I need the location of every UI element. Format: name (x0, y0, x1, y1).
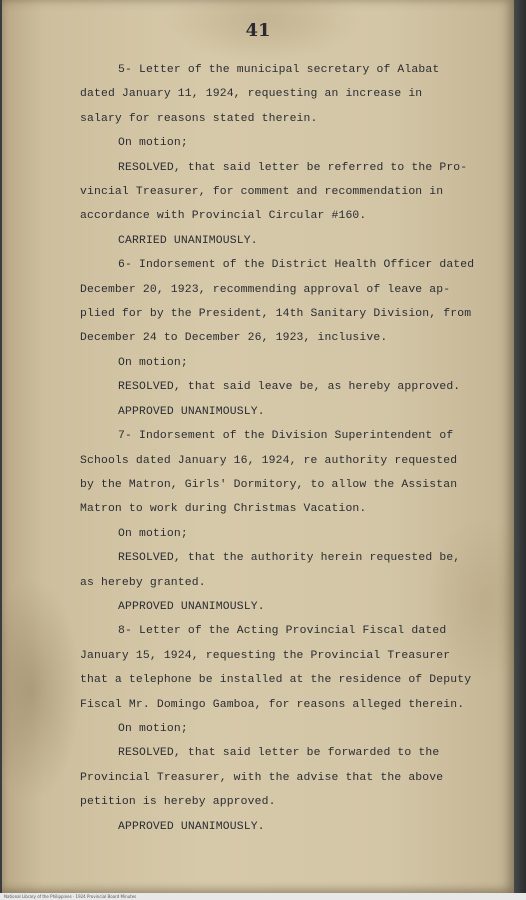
text-line: 8- Letter of the Acting Provincial Fiscal dated (118, 625, 447, 638)
text-line: 6- Indorsement of the District Health Officer dated (118, 259, 475, 272)
text-line: Provincial Treasurer, with the advise that the above (80, 771, 444, 784)
text-line: On motion; (118, 527, 188, 540)
text-line: vincial Treasurer, for comment and recommendation in (80, 186, 444, 199)
text-line: RESOLVED, that said leave be, as hereby approved. (118, 381, 461, 394)
text-line: petition is hereby approved. (80, 796, 276, 809)
text-line: 7- Indorsement of the Division Superintendent of (118, 430, 454, 443)
document-page (2, 0, 514, 893)
text-line: January 15, 1924, requesting the Provincial Treasurer (80, 649, 451, 662)
book-binding (512, 0, 526, 900)
text-line: accordance with Provincial Circular #160. (80, 210, 367, 223)
page-number: 41 (245, 20, 271, 41)
text-line: that a telephone be installed at the residence of Deputy (80, 674, 472, 687)
text-line: salary for reasons stated therein. (80, 112, 318, 125)
text-line: by the Matron, Girls' Dormitory, to allow the Assistan (80, 478, 458, 491)
text-line: dated January 11, 1924, requesting an increase in (80, 88, 423, 101)
text-line: 5- Letter of the municipal secretary of Alabat (118, 64, 440, 76)
text-line: December 20, 1923, recommending approval of leave ap- (80, 283, 451, 296)
text-line: APPROVED UNANIMOUSLY. (118, 600, 265, 613)
text-line: December 24 to December 26, 1923, inclusive. (80, 332, 388, 345)
text-line: as hereby granted. (80, 576, 206, 589)
text-line: On motion; (118, 722, 188, 735)
text-line: Schools dated January 16, 1924, re authority requested (80, 454, 458, 467)
minutes-text (80, 58, 480, 839)
text-line: On motion; (118, 356, 188, 369)
text-line: On motion; (118, 137, 188, 150)
text-line: RESOLVED, that said letter be forwarded to the (118, 747, 440, 760)
text-line: Matron to work during Christmas Vacation. (80, 503, 367, 516)
text-line: APPROVED UNANIMOUSLY. (118, 820, 265, 833)
scan-footer-strip (0, 893, 526, 900)
text-line: APPROVED UNANIMOUSLY. (118, 405, 265, 418)
text-line: Fiscal Mr. Domingo Gamboa, for reasons alleged therein. (80, 698, 465, 711)
text-line: plied for by the President, 14th Sanitary Division, from (80, 308, 472, 321)
text-line: RESOLVED, that the authority herein requested be, (118, 552, 461, 565)
scan-footer-text: National Library of the Philippines · 1924 Provincial Board Minutes (4, 894, 137, 899)
text-line: CARRIED UNANIMOUSLY. (118, 234, 258, 247)
text-line: RESOLVED, that said letter be referred to the Pro- (118, 161, 468, 174)
